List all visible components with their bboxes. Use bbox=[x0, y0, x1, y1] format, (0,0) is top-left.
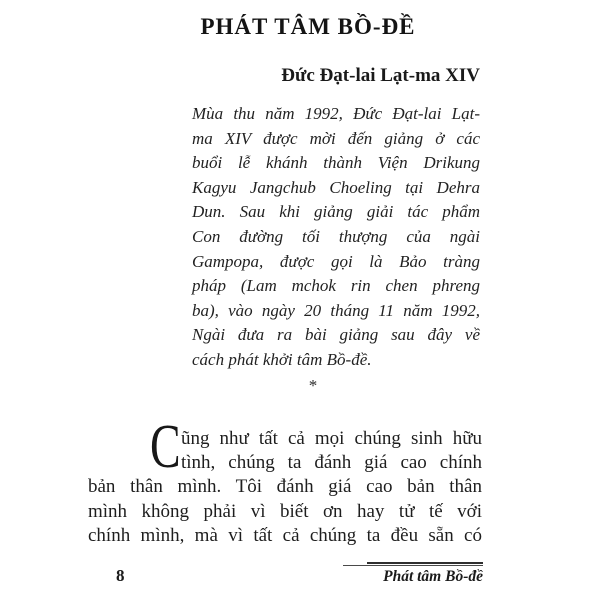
running-footer bbox=[343, 562, 483, 586]
body-paragraph bbox=[88, 427, 482, 548]
author-byline: Đức Đạt-lai Lạt-ma XIV bbox=[281, 65, 480, 86]
intro-line: pháp (Lam mchok rin chen phreng bbox=[192, 276, 480, 296]
intro-line: Dun. Sau khi giảng giải tác phẩm bbox=[192, 202, 480, 222]
intro-line: Kagyu Jangchub Choeling tại Dehra bbox=[192, 177, 480, 197]
intro-line: Mùa thu năm 1992, Đức Đạt-lai Lạt- bbox=[192, 104, 480, 123]
footer-rule-thin bbox=[343, 565, 483, 566]
intro-paragraph bbox=[192, 102, 480, 373]
intro-line: Gampopa, được gọi là Bảo tràng bbox=[192, 251, 480, 271]
page-title: PHÁT TÂM BỒ-ĐỀ bbox=[200, 14, 416, 39]
body-line: bản thân mình. Tôi đánh giá cao bản thân bbox=[88, 476, 482, 498]
running-title: Phát tâm Bồ-đề bbox=[383, 568, 483, 585]
intro-line: Ngài đưa ra bài giảng sau đây về bbox=[192, 325, 480, 345]
intro-line: ma XIV được mời đến giảng ở các bbox=[192, 128, 480, 148]
intro-line: buổi lễ khánh thành Viện Drikung bbox=[192, 153, 480, 173]
intro-line: ba), vào ngày 20 tháng 11 năm 1992, bbox=[192, 300, 480, 320]
drop-cap: C bbox=[150, 413, 181, 481]
body-line: tình, chúng ta đánh giá cao chính bbox=[181, 452, 482, 474]
body-line: chính mình, mà vì tất cả chúng ta đều sẵn có bbox=[88, 524, 482, 546]
intro-line: cách phát khởi tâm Bồ-đề. bbox=[192, 349, 372, 369]
footer-rule-thick bbox=[367, 562, 483, 564]
body-line: mình không phải vì biết ơn hay tử tế với bbox=[88, 500, 482, 522]
intro-line: Con đường tối thượng của ngài bbox=[192, 226, 480, 246]
section-separator: * bbox=[308, 376, 318, 395]
body-line: ũng như tất cả mọi chúng sinh hữu bbox=[181, 428, 482, 449]
page-number: 8 bbox=[116, 566, 125, 585]
